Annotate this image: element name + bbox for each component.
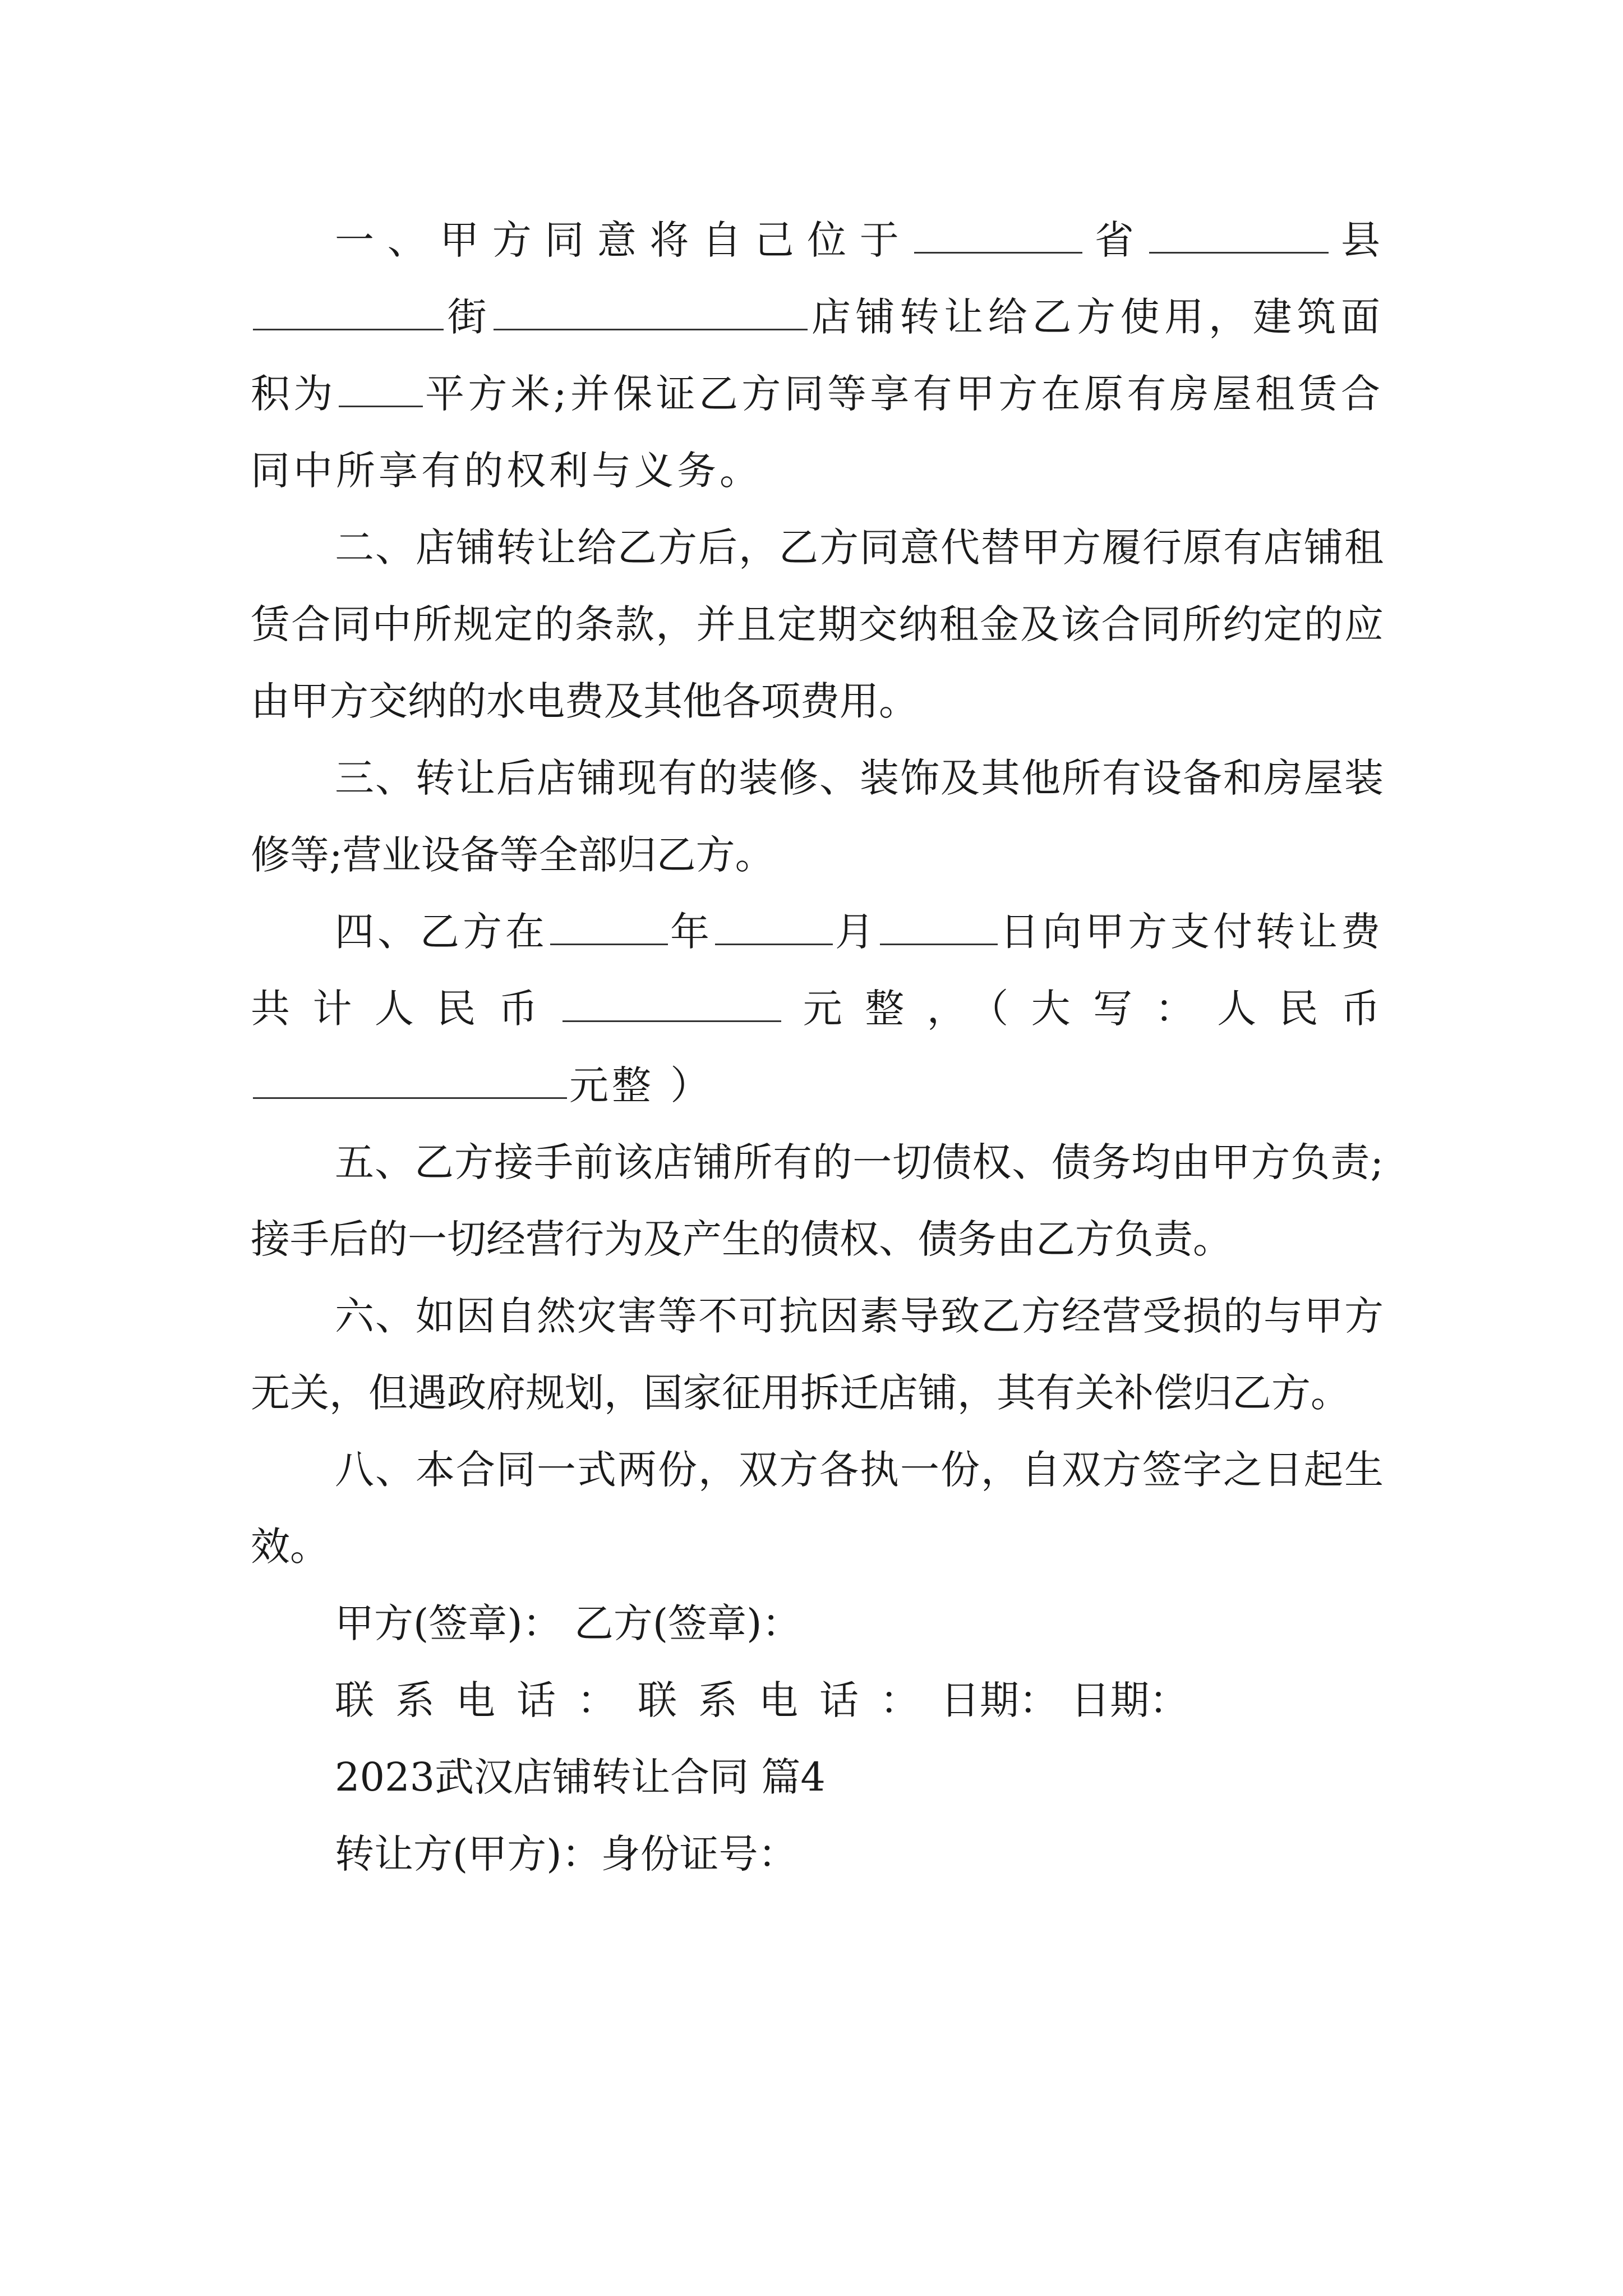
clause-6: 六、如因自然灾害等不可抗因素导致乙方经营受损的与甲方无关，但遇政府规划，国家征用拆迁店铺，其有关补偿归乙方。 [251,1293,1384,1416]
clause-5: 五、乙方接手前该店铺所有的一切债权、债务均由甲方负责;接手后的一切经营行为及产生的债权、债务由乙方负责。 [251,1139,1384,1262]
clause-4-text-a: 四、乙方在 [335,909,548,955]
area-blank [339,370,423,407]
clause-8: 八、本合同一式两份，双方各执一份，自双方签字之日起生效。 [251,1447,1384,1570]
month-blank [715,908,833,945]
amount-words-blank [253,1062,567,1099]
clause-1-text-a: 一、甲方同意将自己位于 [335,217,912,263]
clause-4 [251,894,1384,1124]
clause-1-text-e: 店铺转让给乙方使用，建筑面积为 [251,294,1384,417]
contact-line [251,1662,1384,1739]
clause-4-text-e: 元整，（大写：人民币 [783,986,1384,1032]
clause-2: 二、店铺转让给乙方后，乙方同意代替甲方履行原有店铺租赁合同中所规定的条款，并且定期交纳租金及该合同所约定的应由甲方交纳的水电费及其他各项费用。 [251,524,1384,724]
amount-blank [562,985,781,1022]
clause-3: 三、转让后店铺现有的装修、装饰及其他所有设备和房屋装修等;营业设备等全部归乙方。 [251,755,1384,878]
day-blank [880,908,998,945]
clause-4-text-b: 年 [670,909,713,955]
street-blank [494,293,808,330]
clause-4-text-d: 日向甲方支付转让费共计人民币 [251,909,1384,1032]
clause-4-text-c: 月 [835,909,878,955]
signature-line: 甲方(签章)： 乙方(签章)： [335,1600,801,1646]
clause-1-text-b: 省 [1085,217,1147,263]
clause-4-text-f: 元整 ） [569,1062,713,1108]
year-blank [550,908,668,945]
clause-1-text-d: 街 [446,294,492,340]
date-labels: 日期： 日期： [940,1677,1189,1723]
street-prefix-blank [253,293,444,330]
clause-1-text-c: 县 [1331,217,1384,263]
province-blank [914,217,1082,254]
clause-1-text-f: 平方米;并保证乙方同等享有甲方在原有房屋租赁合同中所享有的权利与义务。 [251,371,1384,494]
transferor-line: 转让方(甲方)：身份证号： [335,1831,797,1877]
clause-1 [251,202,1384,509]
section-heading: 2023武汉店铺转让合同 篇4 [335,1754,826,1800]
contact-labels: 联系电话：联系电话： [335,1677,940,1723]
contract-body [251,202,1384,1893]
county-blank [1149,217,1329,254]
